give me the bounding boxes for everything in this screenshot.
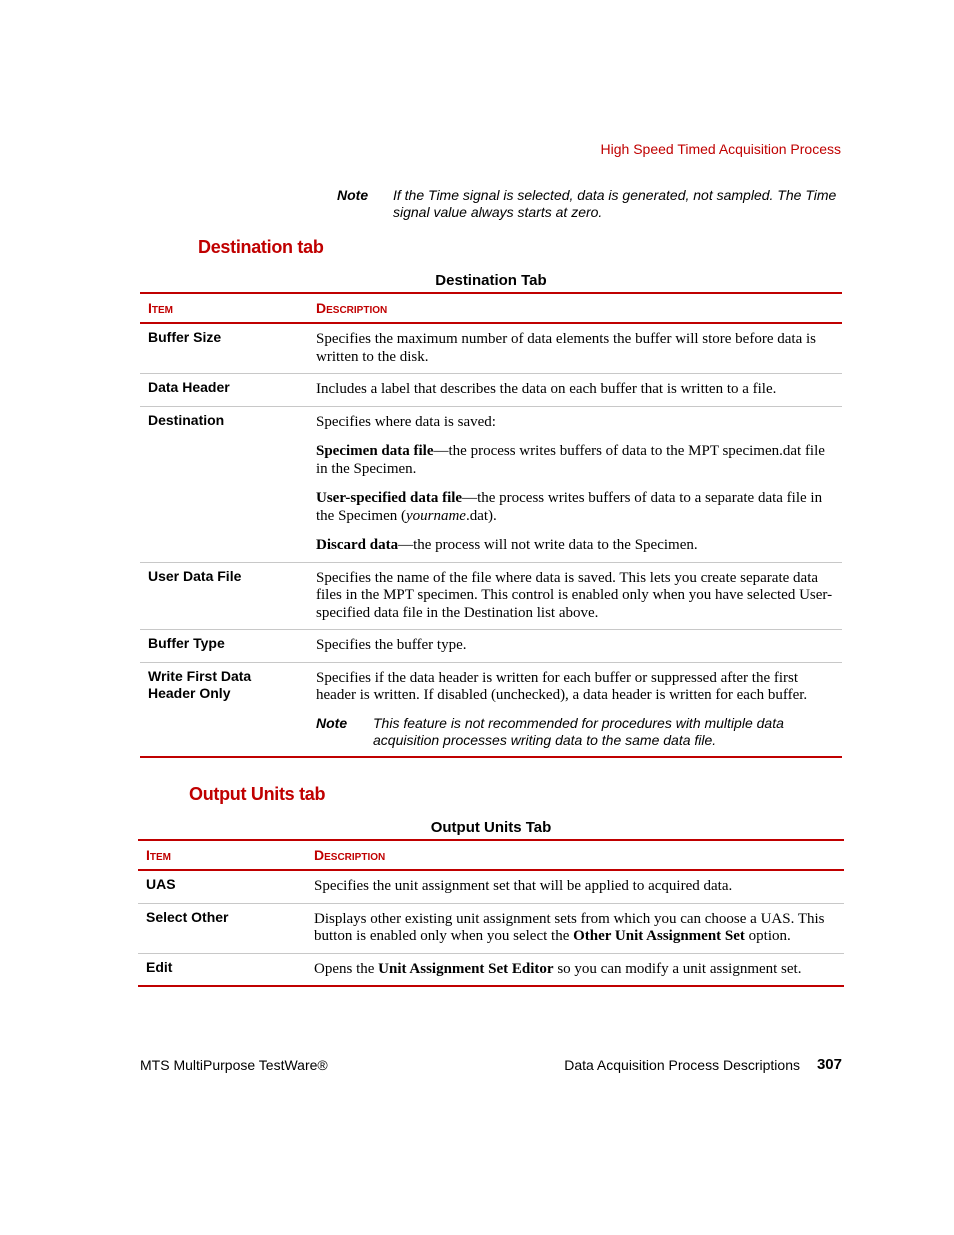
table-row: [140, 374, 842, 407]
description-cell: Specifies the name of the file where data is saved. This lets you create separate data files in the MPT specimen. This control is enabled only when you have selected User-specified data file in the Destination list above.: [308, 562, 842, 630]
output-units-table: [138, 839, 844, 987]
item-cell: User Data File: [140, 562, 308, 630]
row-note: [316, 715, 834, 749]
item-cell: Data Header: [140, 374, 308, 407]
top-note: [337, 187, 842, 221]
description-cell: Opens the Unit Assignment Set Editor so you can modify a unit assignment set.: [306, 953, 844, 986]
note-label: Note: [337, 187, 369, 203]
description-intro: Specifies where data is saved:: [316, 413, 496, 430]
item-cell: Buffer Size: [140, 323, 308, 374]
output-units-tab-heading: Output Units tab: [189, 784, 326, 804]
column-header-description: Description: [308, 293, 842, 323]
item-cell: Write First Data Header Only: [140, 662, 308, 757]
description-cell: Displays other existing unit assignment sets from which you can choose a UAS. This button is enabled only when you select the Other Unit Assignment Set option.: [306, 903, 844, 953]
note-label: Note: [316, 714, 348, 731]
running-header: High Speed Timed Acquisition Process: [600, 141, 841, 157]
footer-section-title: Data Acquisition Process Descriptions: [564, 1057, 800, 1073]
column-header-item: Item: [140, 293, 308, 323]
output-units-table-caption: Output Units Tab: [430, 819, 552, 836]
table-row: [140, 323, 842, 374]
description-text: Specifies if the data header is written for each buffer or suppressed after the first header is written. If disabled (unchecked), a data header is written for each buffer.: [316, 669, 808, 703]
option-specimen-data-file: Specimen data file—the process writes buffers of data to the MPT specimen.dat file in the Specimen.: [316, 443, 825, 477]
description-cell: Includes a label that describes the data on each buffer that is written to a file.: [308, 374, 842, 407]
item-cell: Destination: [140, 406, 308, 562]
note-text: If the Time signal is selected, data is generated, not sampled. The Time signal value always starts at zero.: [393, 187, 837, 220]
destination-tab-heading: Destination tab: [198, 237, 324, 257]
table-header-row: [138, 840, 844, 870]
description-cell: Specifies the maximum number of data elements the buffer will store before data is written to the disk.: [308, 323, 842, 374]
description-cell: [308, 406, 842, 562]
item-cell: Edit: [138, 953, 306, 986]
table-row: [138, 870, 844, 903]
table-row: [140, 562, 842, 630]
page-number: 307: [816, 1056, 842, 1073]
table-row: [140, 662, 842, 757]
table-row: [140, 406, 842, 562]
table-row: [138, 903, 844, 953]
table-header-row: [140, 293, 842, 323]
note-text: This feature is not recommended for procedures with multiple data acquisition processes writing data to the same data file.: [373, 714, 784, 748]
option-user-specified-data-file: User-specified data file—the process writes buffers of data to a separate data file in the Specimen (yourname.dat).: [316, 490, 823, 524]
footer-product-name: MTS MultiPurpose TestWare®: [140, 1057, 328, 1073]
item-cell: Buffer Type: [140, 630, 308, 663]
description-cell: Specifies the buffer type.: [308, 630, 842, 663]
item-cell: Select Other: [138, 903, 306, 953]
option-discard-data: Discard data—the process will not write data to the Specimen.: [316, 537, 698, 553]
table-row: [138, 953, 844, 986]
column-header-description: Description: [306, 840, 844, 870]
destination-table-caption: Destination Tab: [435, 272, 547, 289]
table-row: [140, 630, 842, 663]
item-cell: UAS: [138, 870, 306, 903]
column-header-item: Item: [138, 840, 306, 870]
description-cell: [308, 662, 842, 757]
description-cell: Specifies the unit assignment set that will be applied to acquired data.: [306, 870, 844, 903]
destination-table: [140, 292, 842, 758]
